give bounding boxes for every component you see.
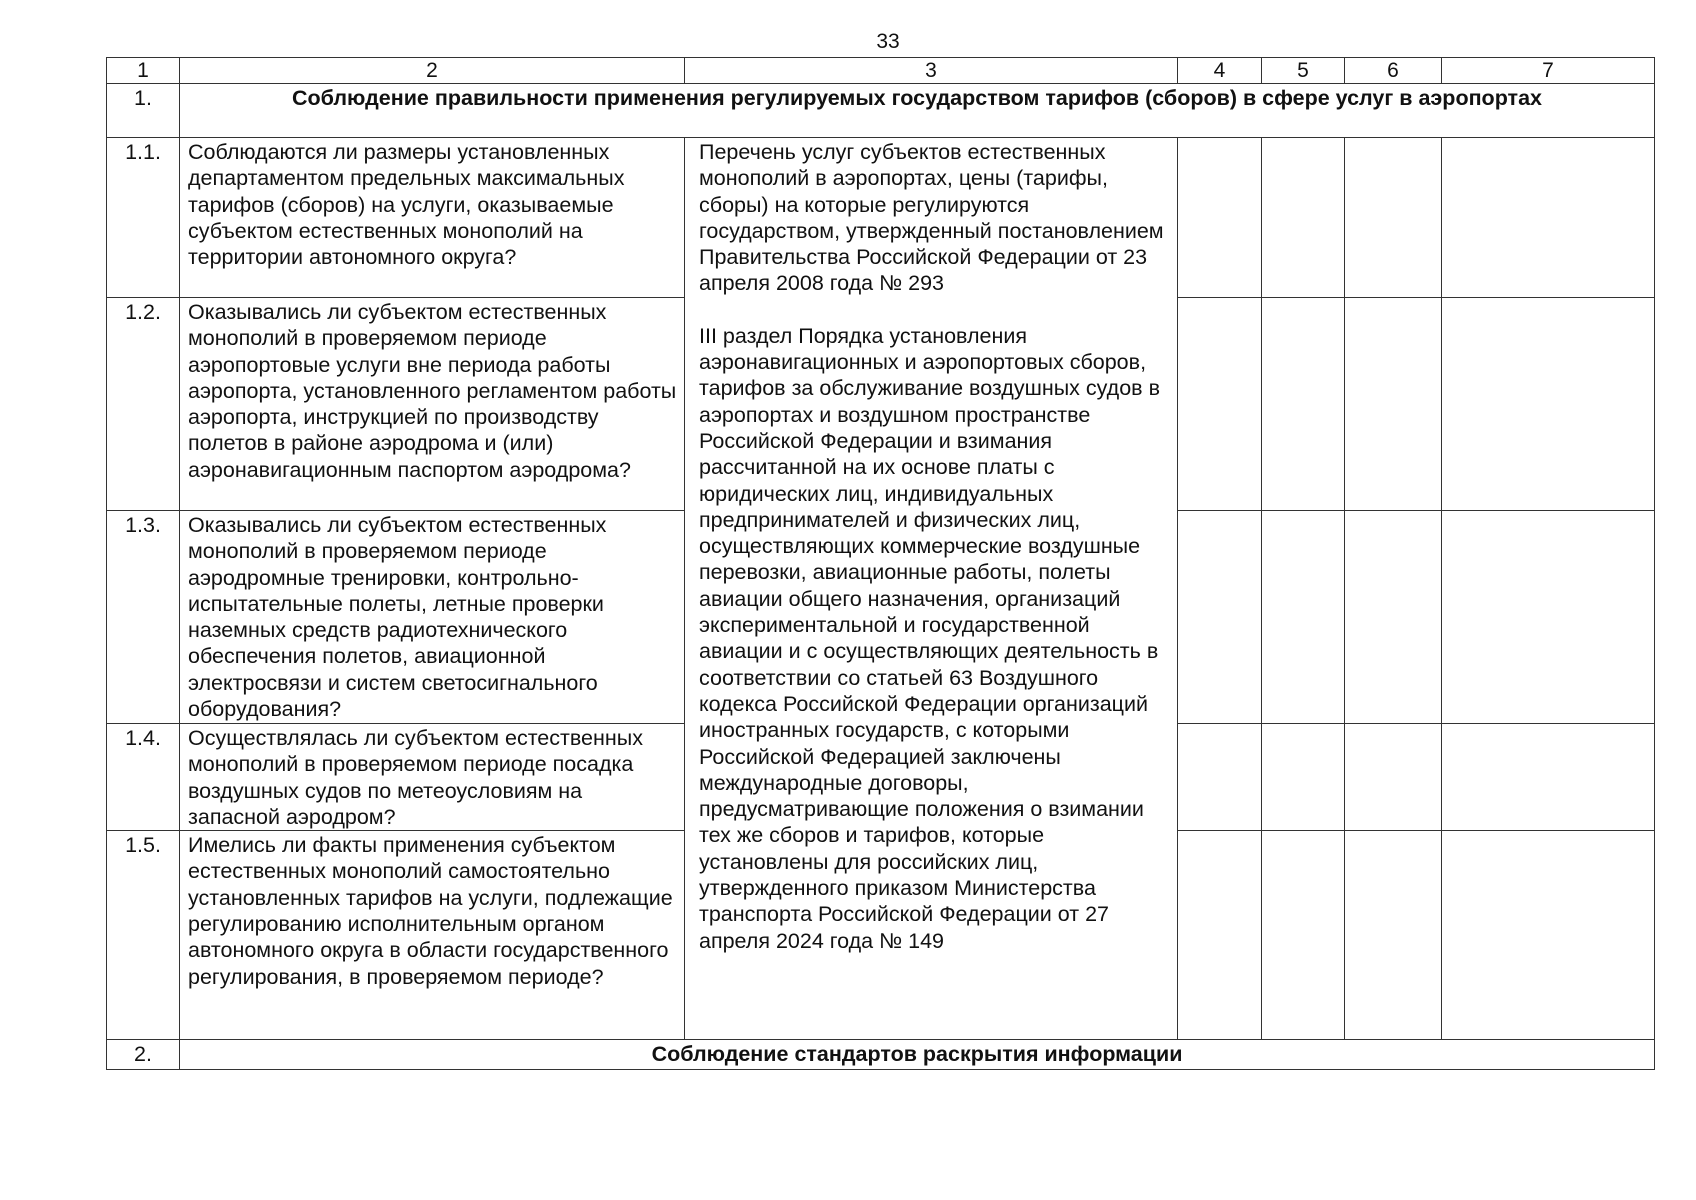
section-number: 2. [107, 1040, 180, 1070]
paragraph-gap [699, 297, 1165, 323]
item-question: Оказывались ли субъектом естественных монополий в проверяемом периоде аэропортовые услуги вне периода работы аэропорта, установленного регламентом работы аэропорта, инструкцией по производству полетов в районе аэродрома и (или) аэронавигационным паспортом аэродрома? [180, 298, 685, 511]
empty-cell [1442, 831, 1655, 1040]
section-title: Соблюдение правильности применения регулируемых государством тарифов (сборов) в сфере услуг в аэропортах [180, 84, 1655, 138]
item-question: Оказывались ли субъектом естественных монополий в проверяемом периоде аэродромные тренировки, контрольно-испытательные полеты, летные проверки наземных средств радиотехнического обеспечения полетов, авиационной электросвязи и систем светосигнального оборудования? [180, 511, 685, 724]
empty-cell [1178, 724, 1262, 831]
item-number: 1.3. [107, 511, 180, 724]
legal-basis-cell [685, 138, 1178, 1040]
column-number: 1 [107, 58, 180, 84]
column-number: 4 [1178, 58, 1262, 84]
empty-cell [1442, 138, 1655, 298]
empty-cell [1262, 138, 1345, 298]
item-number: 1.5. [107, 831, 180, 1040]
empty-cell [1262, 298, 1345, 511]
empty-cell [1442, 511, 1655, 724]
legal-basis-paragraph: Перечень услуг субъектов естественных монополий в аэропортах, цены (тарифы, сборы) на которые регулируются государством, утвержденный постановлением Правительства Российской Федерации от 23 апреля 2008 года № 293 [699, 140, 1164, 296]
section-row [107, 1040, 1655, 1070]
item-number: 1.1. [107, 138, 180, 298]
legal-basis-paragraph: III раздел Порядка установления аэронавигационных и аэропортовых сборов, тарифов за обслуживание воздушных судов в аэропортах и воздушном пространстве Российской Федерации и взимания рассчитанной на их основе платы с юридических лиц, индивидуальных предпринимателей и физических лиц, осуществляющих коммерческие воздушные перевозки, авиационные работы, полеты авиации общего назначения, организаций экспериментальной и государственной авиации и с осуществляющих деятельность в соответствии со статьей 63 Воздушного кодекса Российской Федерации организаций иностранных государств, с которыми Российской Федерацией заключены международные договоры, предусматривающие положения о взимании тех же сборов и тарифов, которые установлены для российских лиц, утвержденного приказом Министерства транспорта Российской Федерации от 27 апреля 2024 года № 149 [699, 323, 1161, 953]
empty-cell [1178, 831, 1262, 1040]
column-number: 2 [180, 58, 685, 84]
empty-cell [1178, 138, 1262, 298]
column-number-row [107, 58, 1655, 84]
item-question: Осуществлялась ли субъектом естественных монополий в проверяемом периоде посадка воздушных судов по метеоусловиям на запасной аэродром? [180, 724, 685, 831]
column-number: 7 [1442, 58, 1655, 84]
section-number: 1. [107, 84, 180, 138]
empty-cell [1262, 724, 1345, 831]
item-number: 1.4. [107, 724, 180, 831]
table-row [107, 138, 1655, 298]
section-title: Соблюдение стандартов раскрытия информации [180, 1040, 1655, 1070]
checklist-table [106, 57, 1655, 1070]
empty-cell [1442, 298, 1655, 511]
item-question: Имелись ли факты применения субъектом естественных монополий самостоятельно установленных тарифов на услуги, подлежащие регулированию исполнительным органом автономного округа в области государственного регулирования, в проверяемом периоде? [180, 831, 685, 1040]
empty-cell [1345, 831, 1442, 1040]
empty-cell [1345, 138, 1442, 298]
empty-cell [1345, 724, 1442, 831]
page-number: 33 [876, 30, 900, 53]
empty-cell [1345, 511, 1442, 724]
empty-cell [1178, 298, 1262, 511]
empty-cell [1178, 511, 1262, 724]
item-question: Соблюдаются ли размеры установленных департаментом предельных максимальных тарифов (сборов) на услуги, оказываемые субъектом естественных монополий на территории автономного округа? [180, 138, 685, 298]
column-number: 6 [1345, 58, 1442, 84]
section-row [107, 84, 1655, 138]
empty-cell [1262, 831, 1345, 1040]
empty-cell [1262, 511, 1345, 724]
column-number: 3 [685, 58, 1178, 84]
empty-cell [1345, 298, 1442, 511]
column-number: 5 [1262, 58, 1345, 84]
item-number: 1.2. [107, 298, 180, 511]
empty-cell [1442, 724, 1655, 831]
